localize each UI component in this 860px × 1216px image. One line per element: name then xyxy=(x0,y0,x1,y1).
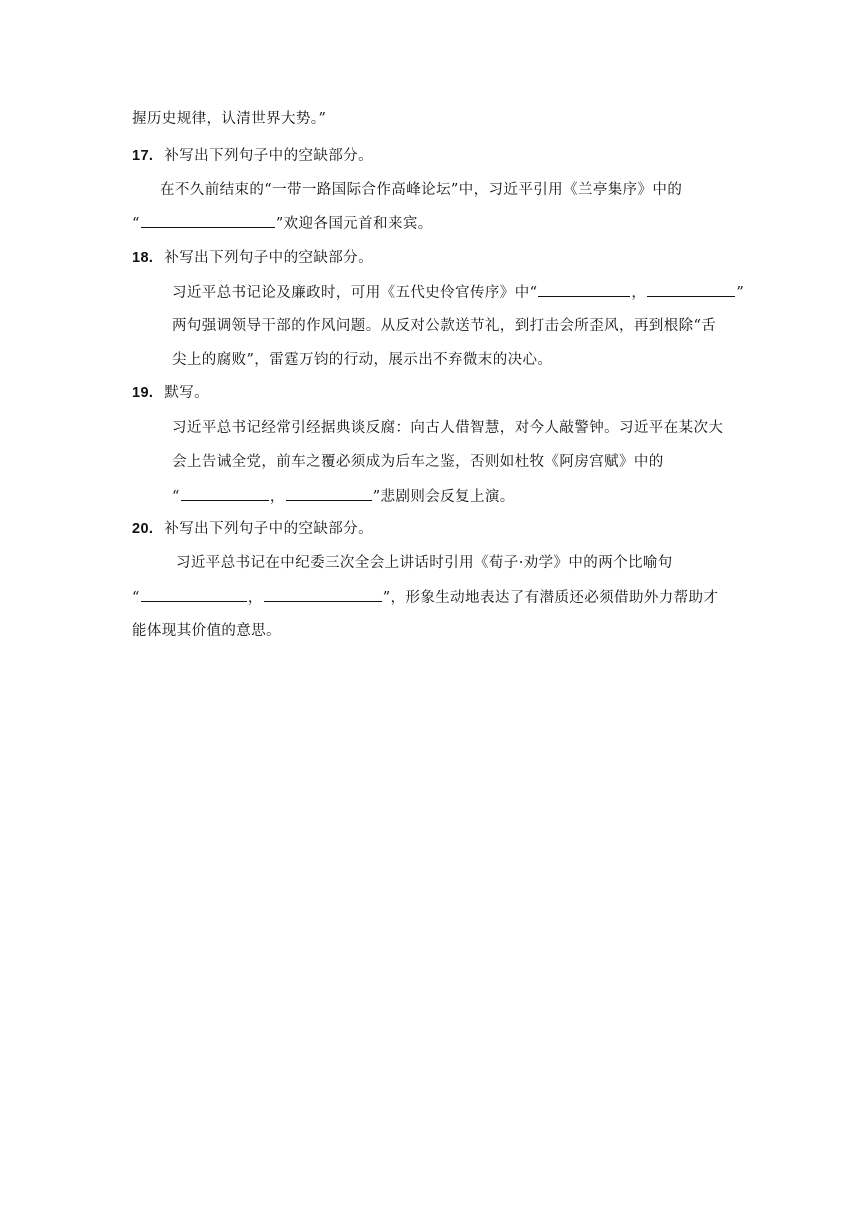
body-text: 习近平总书记论及廉政时，可用《五代史伶官传序》中“ xyxy=(172,285,538,301)
separator: ， xyxy=(269,489,285,505)
question-19-body-line-2: 会上告诫全党，前车之覆必须成为后车之鉴，否则如杜牧《阿房宫赋》中的 xyxy=(172,454,664,470)
question-20-header xyxy=(132,519,373,539)
question-number: 17. xyxy=(132,148,154,164)
question-18-body-line-2: 两句强调领导干部的作风问题。从反对公款送节礼，到打击会所歪风，再到根除“舌 xyxy=(172,318,717,334)
closing-text: ”欢迎各国元首和来宾。 xyxy=(275,216,433,232)
answer-blank[interactable] xyxy=(286,486,372,501)
question-19-header xyxy=(132,383,209,403)
question-number: 19. xyxy=(132,385,154,401)
answer-blank[interactable] xyxy=(181,486,269,501)
question-20-body-line-3: 能体现其价值的意思。 xyxy=(132,623,281,639)
question-prompt: 补写出下列句子中的空缺部分。 xyxy=(164,250,373,266)
answer-blank[interactable] xyxy=(647,282,735,297)
question-number: 18. xyxy=(132,250,154,266)
closing-quote: ” xyxy=(736,285,745,301)
answer-blank[interactable] xyxy=(538,282,630,297)
closing-text: ”，形象生动地表达了有潜质还必须借助外力帮助才 xyxy=(382,590,719,606)
separator: ， xyxy=(247,590,263,606)
answer-blank[interactable] xyxy=(141,213,275,228)
question-prompt: 默写。 xyxy=(164,385,210,401)
question-17-header xyxy=(132,146,373,166)
question-19-body-line-3 xyxy=(172,486,515,507)
question-prompt: 补写出下列句子中的空缺部分。 xyxy=(164,148,373,164)
question-20-body-line-2 xyxy=(132,587,718,608)
question-20-body-line-1: 习近平总书记在中纪委三次全会上讲话时引用《荀子·劝学》中的两个比喻句 xyxy=(176,555,673,571)
answer-blank[interactable] xyxy=(141,587,247,602)
question-19-body-line-1: 习近平总书记经常引经据典谈反腐：向古人借智慧，对今人敲警钟。习近平在某次大 xyxy=(172,420,724,436)
continuation-text: 握历史规律，认清世界大势。” xyxy=(132,111,327,127)
answer-blank[interactable] xyxy=(264,587,382,602)
question-18-body-line-1 xyxy=(172,282,744,303)
separator: ， xyxy=(631,285,647,301)
question-18-body-line-3: 尖上的腐败”，雷霆万钧的行动，展示出不弃微末的决心。 xyxy=(172,352,553,368)
question-17-body-line-2 xyxy=(132,213,433,234)
question-prompt: 补写出下列句子中的空缺部分。 xyxy=(164,521,373,537)
question-number: 20. xyxy=(132,521,154,537)
closing-text: ”悲剧则会反复上演。 xyxy=(372,489,515,505)
question-17-body-line-1: 在不久前结束的“一带一路国际合作高峰论坛”中，习近平引用《兰亭集序》中的 xyxy=(160,182,683,198)
question-18-header xyxy=(132,248,373,268)
open-quote: “ xyxy=(132,590,140,606)
open-quote: “ xyxy=(172,489,180,505)
open-quote: “ xyxy=(132,216,140,232)
